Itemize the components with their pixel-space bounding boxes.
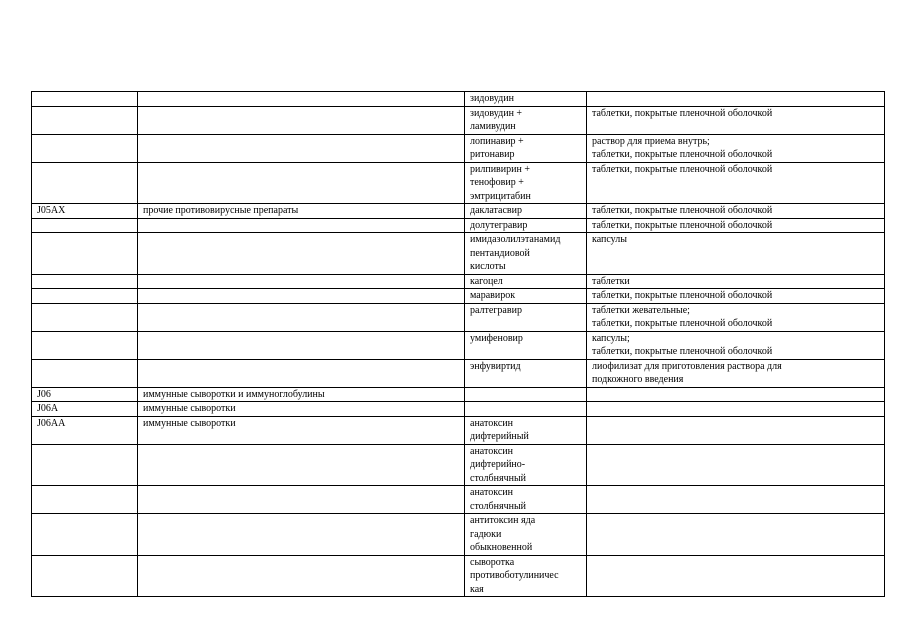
atc-code-cell xyxy=(32,274,138,289)
pharmacological-group-cell xyxy=(138,289,465,304)
drug-name-cell xyxy=(465,387,587,402)
table-row xyxy=(32,106,885,134)
drug-name-cell: сыворотка противоботулиничес кая xyxy=(465,555,587,597)
atc-code-cell xyxy=(32,303,138,331)
pharmacological-group-cell xyxy=(138,331,465,359)
drug-name-cell: рилпивирин + тенофовир + эмтрицитабин xyxy=(465,162,587,204)
drug-name-cell: энфувиртид xyxy=(465,359,587,387)
table-row xyxy=(32,359,885,387)
table-row xyxy=(32,289,885,304)
drug-name-cell: анатоксин столбнячный xyxy=(465,486,587,514)
dosage-form-cell xyxy=(587,402,885,417)
atc-code-cell: J06 xyxy=(32,387,138,402)
atc-code-cell: J06A xyxy=(32,402,138,417)
pharmacological-group-cell xyxy=(138,486,465,514)
atc-code-cell xyxy=(32,218,138,233)
table-row xyxy=(32,134,885,162)
drug-name-cell: маравирок xyxy=(465,289,587,304)
table-row xyxy=(32,402,885,417)
pharmacological-group-cell xyxy=(138,233,465,275)
table-row xyxy=(32,92,885,107)
pharmacological-group-cell xyxy=(138,106,465,134)
atc-code-cell xyxy=(32,359,138,387)
pharmacological-group-cell xyxy=(138,162,465,204)
table-row xyxy=(32,204,885,219)
dosage-form-cell xyxy=(587,92,885,107)
atc-code-cell xyxy=(32,134,138,162)
table-row xyxy=(32,486,885,514)
table-row xyxy=(32,387,885,402)
dosage-form-cell xyxy=(587,514,885,556)
dosage-form-cell: таблетки, покрытые пленочной оболочкой xyxy=(587,218,885,233)
dosage-form-cell xyxy=(587,416,885,444)
dosage-form-cell: капсулы xyxy=(587,233,885,275)
pharmacological-group-cell: иммунные сыворотки xyxy=(138,416,465,444)
dosage-form-cell xyxy=(587,444,885,486)
drug-name-cell: кагоцел xyxy=(465,274,587,289)
dosage-form-cell: таблетки жевательные; таблетки, покрытые пленочной оболочкой xyxy=(587,303,885,331)
atc-code-cell: J06AA xyxy=(32,416,138,444)
pharmacological-group-cell xyxy=(138,92,465,107)
drug-name-cell: антитоксин яда гадюки обыкновенной xyxy=(465,514,587,556)
drug-name-cell: анатоксин дифтерийно- столбнячный xyxy=(465,444,587,486)
atc-code-cell xyxy=(32,92,138,107)
atc-code-cell xyxy=(32,106,138,134)
dosage-form-cell: таблетки, покрытые пленочной оболочкой xyxy=(587,162,885,204)
dosage-form-cell: лиофилизат для приготовления раствора для подкожного введения xyxy=(587,359,885,387)
dosage-form-cell xyxy=(587,486,885,514)
table-row xyxy=(32,416,885,444)
pharmacological-group-cell xyxy=(138,134,465,162)
pharmacological-group-cell xyxy=(138,359,465,387)
table-row xyxy=(32,162,885,204)
drug-name-cell: ралтегравир xyxy=(465,303,587,331)
drug-name-cell: долутегравир xyxy=(465,218,587,233)
table-row xyxy=(32,444,885,486)
pharmacological-group-cell xyxy=(138,444,465,486)
table-row xyxy=(32,274,885,289)
atc-code-cell xyxy=(32,233,138,275)
table-row xyxy=(32,218,885,233)
pharmacological-group-cell xyxy=(138,514,465,556)
atc-code-cell xyxy=(32,289,138,304)
pharmacological-group-cell: иммунные сыворотки xyxy=(138,402,465,417)
table-row xyxy=(32,233,885,275)
drug-name-cell: даклатасвир xyxy=(465,204,587,219)
drug-name-cell: имидазолилэтанамид пентандиовой кислоты xyxy=(465,233,587,275)
dosage-form-cell: таблетки, покрытые пленочной оболочкой xyxy=(587,289,885,304)
dosage-form-cell: таблетки, покрытые пленочной оболочкой xyxy=(587,204,885,219)
dosage-form-cell: таблетки, покрытые пленочной оболочкой xyxy=(587,106,885,134)
pharmacological-group-cell xyxy=(138,303,465,331)
medicine-list-table xyxy=(31,91,885,597)
table-row xyxy=(32,555,885,597)
table-row xyxy=(32,303,885,331)
table-row xyxy=(32,331,885,359)
drug-name-cell: умифеновир xyxy=(465,331,587,359)
drug-name-cell: зидовудин xyxy=(465,92,587,107)
drug-name-cell xyxy=(465,402,587,417)
atc-code-cell xyxy=(32,162,138,204)
atc-code-cell xyxy=(32,444,138,486)
pharmacological-group-cell xyxy=(138,274,465,289)
table-body xyxy=(32,92,885,597)
atc-code-cell xyxy=(32,514,138,556)
drug-name-cell: анатоксин дифтерийный xyxy=(465,416,587,444)
atc-code-cell xyxy=(32,331,138,359)
dosage-form-cell: таблетки xyxy=(587,274,885,289)
pharmacological-group-cell xyxy=(138,555,465,597)
atc-code-cell: J05AX xyxy=(32,204,138,219)
table-row xyxy=(32,514,885,556)
dosage-form-cell xyxy=(587,555,885,597)
pharmacological-group-cell: иммунные сыворотки и иммуноглобулины xyxy=(138,387,465,402)
drug-name-cell: лопинавир + ритонавир xyxy=(465,134,587,162)
atc-code-cell xyxy=(32,555,138,597)
dosage-form-cell: капсулы; таблетки, покрытые пленочной оболочкой xyxy=(587,331,885,359)
pharmacological-group-cell xyxy=(138,218,465,233)
drug-name-cell: зидовудин + ламивудин xyxy=(465,106,587,134)
pharmacological-group-cell: прочие противовирусные препараты xyxy=(138,204,465,219)
dosage-form-cell: раствор для приема внутрь; таблетки, покрытые пленочной оболочкой xyxy=(587,134,885,162)
atc-code-cell xyxy=(32,486,138,514)
dosage-form-cell xyxy=(587,387,885,402)
